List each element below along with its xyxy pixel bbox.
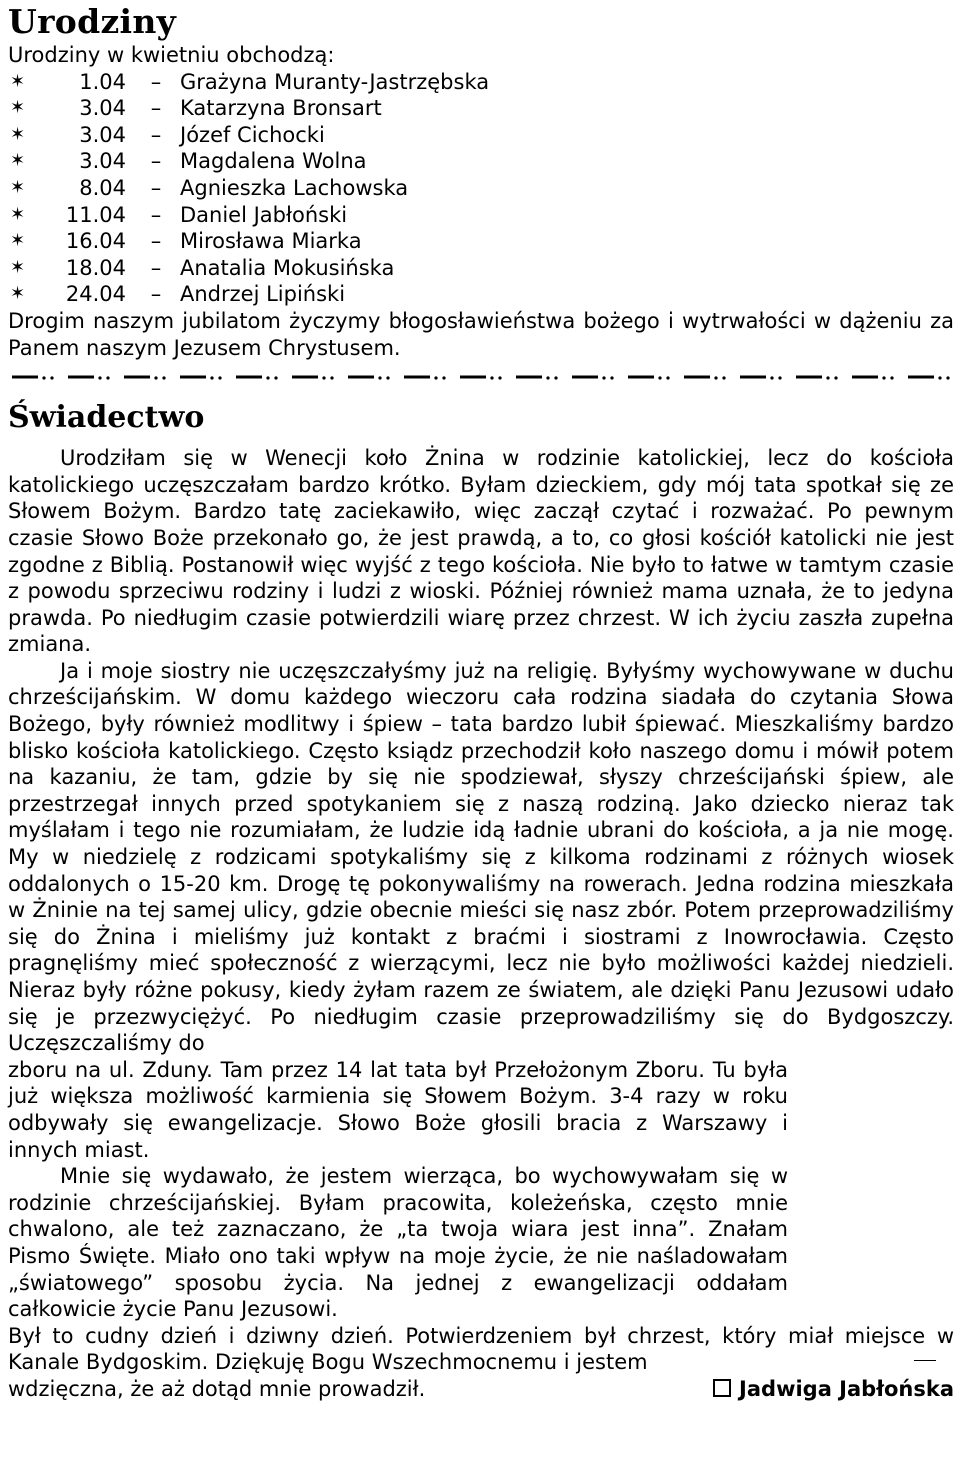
birthday-name: Józef Cichocki [180, 122, 325, 147]
author-signature [713, 1376, 954, 1403]
section-divider [12, 369, 952, 385]
birthday-name: Mirosława Miarka [180, 229, 362, 254]
birthday-item [8, 202, 954, 229]
testimony-last-line [8, 1376, 954, 1403]
birthday-list [8, 69, 954, 308]
testimony-closing-last: wdzięczna, że aż dotąd mnie prowadził. [8, 1376, 426, 1401]
divider-dot [210, 377, 213, 380]
birthday-name: Magdalena Wolna [180, 149, 367, 174]
birthday-item [8, 255, 954, 282]
birthday-dash: – [150, 175, 162, 200]
asterisk-icon: ✶ [10, 230, 26, 252]
divider-dot [490, 377, 493, 380]
birthday-date: 24.04 [65, 282, 126, 307]
birthday-date: 16.04 [65, 229, 126, 254]
divider-dot [42, 377, 45, 380]
birthday-name: Katarzyna Bronsart [180, 96, 382, 121]
divider-dot [938, 377, 941, 380]
birthday-date: 1.04 [79, 69, 126, 94]
birthday-dash: – [150, 149, 162, 174]
birthdays-intro: Urodziny w kwietniu obchodzą: [8, 43, 335, 67]
divider-dot [890, 377, 893, 380]
divider-dot [882, 377, 885, 380]
divider-dot [834, 377, 837, 380]
page [8, 0, 954, 1403]
asterisk-icon: ✶ [10, 256, 26, 278]
birthday-dash: – [150, 282, 162, 307]
birthday-name: Andrzej Lipiński [180, 282, 346, 307]
birthday-name: Daniel Jabłoński [180, 202, 348, 227]
birthday-date: 18.04 [65, 255, 126, 280]
birthday-item [8, 281, 954, 308]
asterisk-icon: ✶ [10, 176, 26, 198]
birthday-item [8, 228, 954, 255]
birthday-name: Grażyna Muranty-Jastrzębska [180, 69, 490, 94]
birthday-dash: – [150, 255, 162, 280]
testimony-paragraph-1: Urodziłam się w Wenecji koło Żnina w rodzinie katolickiej, lecz do kościoła katolickiego uczęszczałam bardzo krótko. Byłam dzieckiem, gdy mój tata spotkał się ze Słowem Bożym. Bardzo tatę zaciekawiło, więc zaczął czytać i rozważać. Po pewnym czasie Słowo Boże przekonało go, że jest prawdą, a to, co głosi kościół katolicki nie jest zgodne z Biblią. Postanowił więc wyjść z tego kościoła. Nie było to łatwe w tamtym czasie z powodu sprzeciwu rodziny i ludzi z wioski. Później również mama uznała, że to jedyna prawda. Po niedługim czasie potwierdzili wiarę przez chrzest. W ich życiu zaszła zupełna zmiana. [8, 446, 954, 657]
divider-dot [274, 377, 277, 380]
birthday-name: Anatalia Mokusińska [180, 255, 395, 280]
dash-dot-divider-line [12, 369, 952, 385]
divider-dot [218, 377, 221, 380]
testimony-paragraph-4: Mnie się wydawało, że jestem wierząca, bo wychowywałam się w rodzinie chrześcijańskiej. Byłam pracowita, koleżeńska, często mnie chwalono, ale też zaznaczano, że „ta twoja wiara jest inna”. Znałam Pismo Święte. Miało ono taki wpływ na moje życie, że nie naśladowałam „światowego” sposobu życia. Na jednej z ewangelizacji oddałam całkowicie życie Panu Jezusowi. [8, 1164, 788, 1322]
checkbox-square-icon [713, 1379, 731, 1397]
divider-dot [778, 377, 781, 380]
asterisk-icon: ✶ [10, 283, 26, 305]
testimony-paragraph-3: zboru na ul. Zduny. Tam przez 14 lat tata był Przełożonym Zboru. Tu była już większa możliwość karmienia się Słowem Bożym. 3-4 razy w roku odbywały się ewangelizacje. Słowo Boże głosili bracia z Warszawy i innych miast. [8, 1057, 788, 1162]
divider-dot [50, 377, 53, 380]
birthday-date: 8.04 [79, 175, 126, 200]
divider-dot [106, 377, 109, 380]
small-dash-mark [914, 1360, 936, 1361]
birthday-dash: – [150, 229, 162, 254]
divider-dot [946, 377, 949, 380]
divider-dot [554, 377, 557, 380]
birthday-dash: – [150, 69, 162, 94]
divider-dot [434, 377, 437, 380]
asterisk-icon: ✶ [10, 97, 26, 119]
birthday-item [8, 175, 954, 202]
asterisk-icon: ✶ [10, 150, 26, 172]
birthday-date: 3.04 [79, 149, 126, 174]
birthday-dash: – [150, 122, 162, 147]
divider-dot [386, 377, 389, 380]
divider-dot [322, 377, 325, 380]
birthday-name: Agnieszka Lachowska [180, 175, 409, 200]
asterisk-icon: ✶ [10, 70, 26, 92]
divider-dot [378, 377, 381, 380]
divider-dot [442, 377, 445, 380]
birthday-item [8, 148, 954, 175]
birthday-dash: – [150, 96, 162, 121]
birthday-wish: Drogim naszym jubilatom życzymy błogosławieństwa bożego i wytrwałości w dążeniu za Panem naszym Jezusem Chrystusem. [8, 308, 954, 360]
divider-dot [666, 377, 669, 380]
divider-dot [722, 377, 725, 380]
author-name: Jadwiga Jabłońska [739, 1376, 954, 1401]
asterisk-icon: ✶ [10, 203, 26, 225]
divider-dot [266, 377, 269, 380]
divider-dot [610, 377, 613, 380]
asterisk-icon: ✶ [10, 123, 26, 145]
section-title-birthdays: Urodziny [8, 2, 177, 41]
birthday-dash: – [150, 202, 162, 227]
divider-dot [546, 377, 549, 380]
divider-dot [602, 377, 605, 380]
birthday-date: 11.04 [65, 202, 126, 227]
divider-dot [658, 377, 661, 380]
testimony-closing: Był to cudny dzień i dziwny dzień. Potwierdzeniem był chrzest, który miał miejsce w Kanale Bydgoskim. Dziękuję Bogu Wszechmocnemu i jestem [8, 1323, 954, 1375]
birthday-date: 3.04 [79, 96, 126, 121]
birthday-item [8, 95, 954, 122]
divider-dot [330, 377, 333, 380]
divider-dot [770, 377, 773, 380]
birthday-date: 3.04 [79, 122, 126, 147]
divider-dot [826, 377, 829, 380]
birthday-item [8, 122, 954, 149]
section-title-testimony: Świadectwo [8, 400, 205, 436]
divider-dot [154, 377, 157, 380]
divider-dot [98, 377, 101, 380]
divider-dot [498, 377, 501, 380]
divider-dot [162, 377, 165, 380]
birthday-item [8, 69, 954, 96]
divider-dot [714, 377, 717, 380]
testimony-paragraph-2: Ja i moje siostry nie uczęszczałyśmy już na religię. Byłyśmy wychowywane w duchu chrześcijańskim. W domu każdego wieczoru cała rodzina siadała do czytania Słowa Bożego, były również modlitwy i śpiew – tata bardzo lubił śpiewać. Mieszkaliśmy bardzo blisko kościoła katolickiego. Często ksiądz przechodził koło naszego domu i mówił potem na kazaniu, że tam, gdzie by się nie spodziewał, słyszy chrześcijański śpiew, ale przestrzegał innych przed spotykaniem się z naszą rodziną. Jako dziecko nieraz tak myślałam i tego nie rozumiałam, że ludzie idą ładnie ubrani do kościoła, a ja nie mogę. My w niedzielę z rodzicami spotykaliśmy się z kilkoma rodzinami z różnych wiosek oddalonych o 15-20 km. Drogę tę pokonywaliśmy na rowerach. Jedna rodzina mieszkała w Żninie na tej samej ulicy, gdzie obecnie mieści się nasz zbór. Potem przeprowadziliśmy się do Żnina i mieliśmy już kontakt z braćmi i siostrami z Inowrocławia. Często pragnęliśmy mieć społeczność z wierzącymi, lecz nie było możliwości każdej niedzieli. Nieraz były różne pokusy, kiedy żyłam razem ze światem, ale dzięki Panu Jezusowi udało się je przezwyciężyć. Po niedługim czasie przeprowadziliśmy się do Bydgoszczy. Uczęszczaliśmy do [8, 658, 954, 1056]
